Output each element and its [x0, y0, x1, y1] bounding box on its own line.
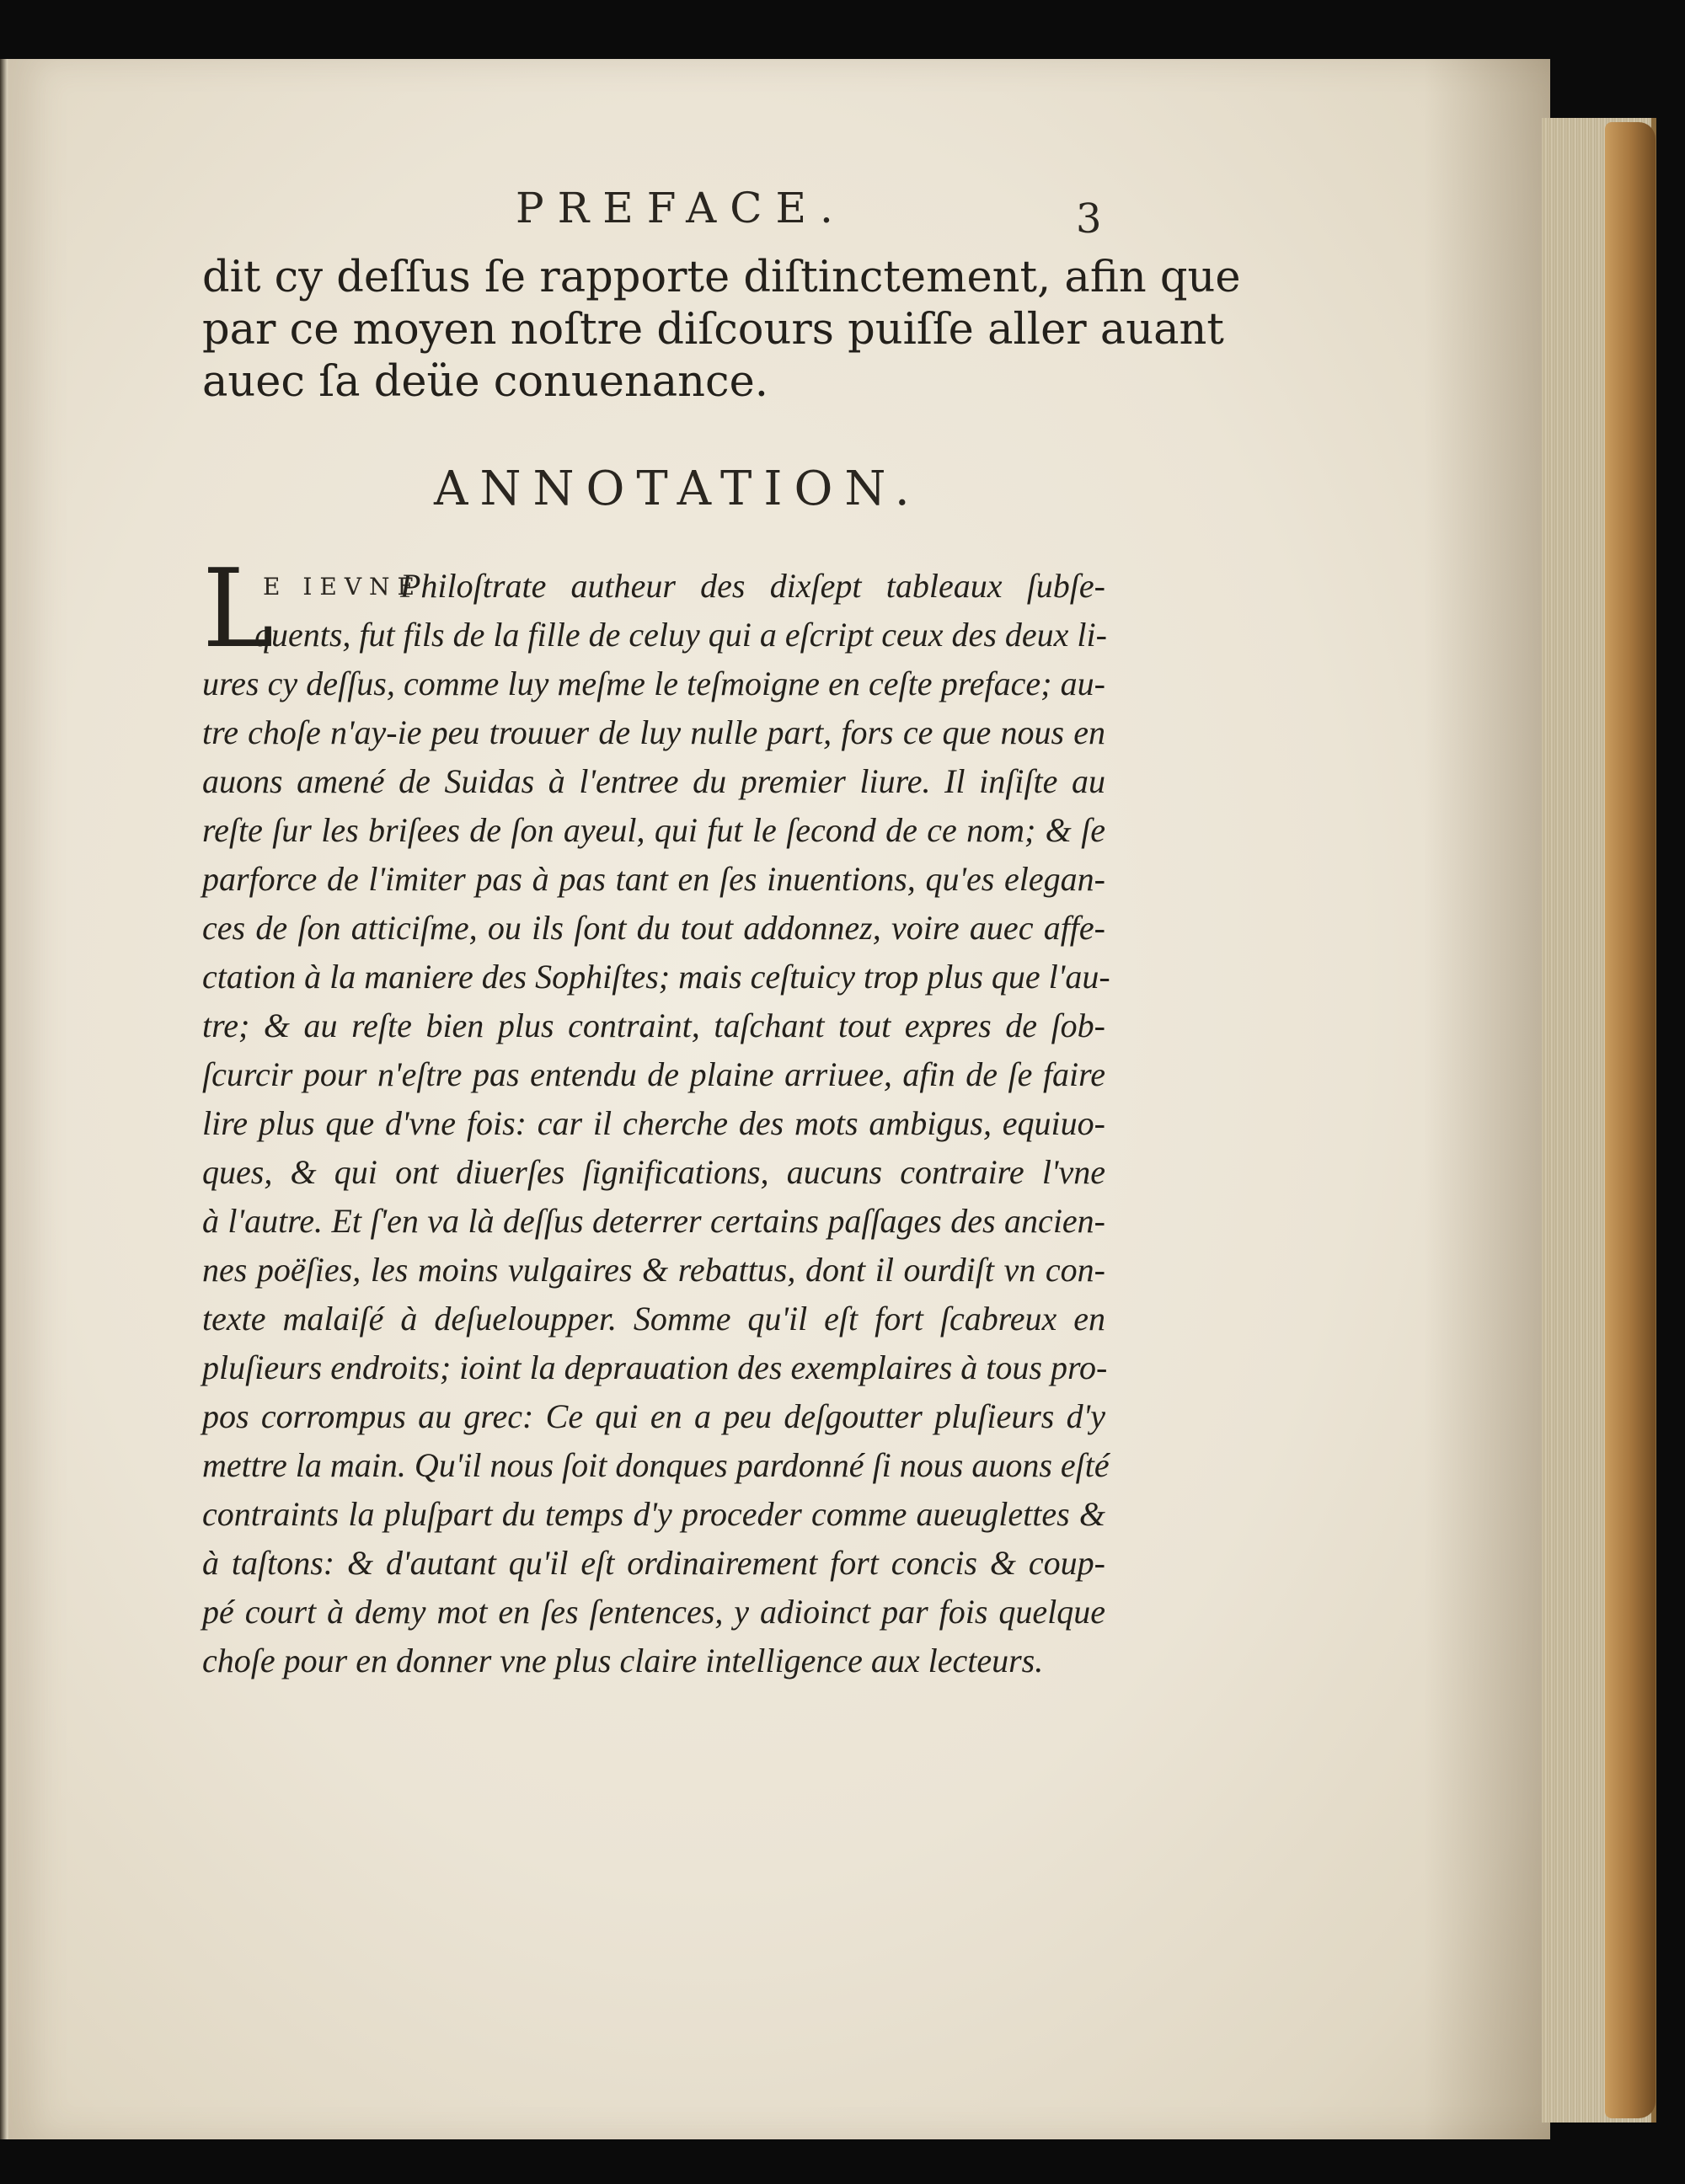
annotation-line: ſcurcir pour n'eſtre pas entendu de plaine arriuee, afin de ſe faire — [202, 1055, 1105, 1093]
annotation-line: pluſieurs endroits; ioint la deprauation des exemplaires à tous pro- — [202, 1348, 1108, 1386]
annotation-heading: ANNOTATION. — [434, 462, 922, 516]
annotation-line: pé court à demy mot en ſes ſentences, y adioinct par fois quelque — [202, 1593, 1105, 1631]
annotation-line: contraints la pluſpart du temps d'y proceder comme aueuglettes & — [202, 1495, 1105, 1533]
intro-line: par ce moyen noſtre diſcours puiſſe aller auant — [202, 305, 1224, 355]
annotation-line: reſte ſur les briſees de ſon ayeul, qui fut le ſecond de ce nom; & ſe — [202, 811, 1105, 849]
annotation-line: ctation à la maniere des Sophiſtes; mais ceſtuicy trop plus que l'au- — [202, 958, 1110, 996]
drop-cap: L — [202, 547, 274, 672]
annotation-line: parforce de l'imiter pas à pas tant en ſes inuentions, qu'es elegan- — [202, 860, 1105, 898]
leather-binding — [1605, 122, 1656, 2118]
annotation-line: nes poëſies, les moins vulgaires & rebattus, dont il ourdiſt vn con- — [202, 1251, 1105, 1289]
running-header: PREFACE. — [516, 184, 847, 232]
intro-line: dit cy deſſus ſe rapporte diſtinctement, afin que — [202, 253, 1241, 302]
annotation-line: tre; & au reſte bien plus contraint, taſchant tout expres de ſob- — [202, 1007, 1105, 1044]
annotation-line: ces de ſon atticiſme, ou ils ſont du tout addonnez, voire auec affe- — [202, 909, 1105, 947]
page-number: 3 — [1076, 195, 1102, 243]
annotation-line: auons amené de Suidas à l'entree du premier liure. Il inſiſte au — [202, 762, 1105, 800]
intro-line: auec ſa deüe conuenance. — [202, 357, 768, 407]
first-word-small-caps: E IEVNE — [263, 573, 422, 601]
annotation-line: ures cy deſſus, comme luy meſme le teſmoigne en ceſte preface; au- — [202, 665, 1105, 702]
annotation-line: quents, fut fils de la fille de celuy qui a eſcript ceux des deux li- — [254, 616, 1107, 654]
annotation-line: texte malaiſé à deſueloupper. Somme qu'il eſt fort ſcabreux en — [202, 1300, 1105, 1338]
page-gutter-shadow — [1424, 59, 1550, 2139]
annotation-line: tre choſe n'ay-ie peu trouuer de luy nulle part, fors ce que nous en — [202, 713, 1105, 751]
annotation-line: choſe pour en donner vne plus claire intelligence aux lecteurs. — [202, 1642, 1044, 1679]
annotation-line: lire plus que d'vne fois: car il cherche des mots ambigus, equiuo- — [202, 1104, 1105, 1142]
annotation-line: à l'autre. Et ſ'en va là deſſus deterrer certains paſſages des ancien- — [202, 1202, 1105, 1240]
annotation-line: pos corrompus au grec: Ce qui en a peu deſgoutter pluſieurs d'y — [202, 1397, 1105, 1435]
annotation-line: mettre la main. Qu'il nous ſoit donques pardonné ſi nous auons eſté — [202, 1446, 1110, 1484]
annotation-line: ques, & qui ont diuerſes ſignifications, aucuns contraire l'vne — [202, 1153, 1105, 1191]
annotation-line: Philoſtrate autheur des dixſept tableaux ſubſe- — [400, 567, 1105, 605]
annotation-line: à taſtons: & d'autant qu'il eſt ordinairement fort concis & coup- — [202, 1544, 1105, 1582]
